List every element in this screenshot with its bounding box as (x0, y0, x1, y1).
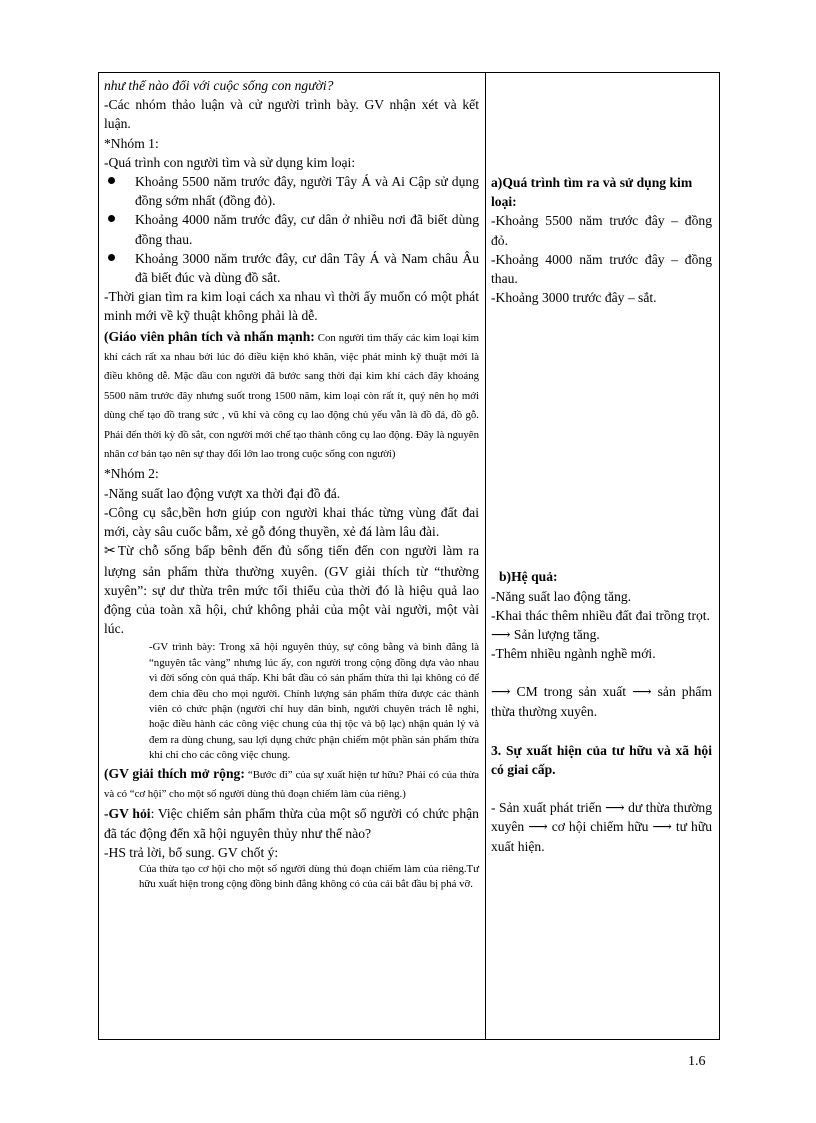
lesson-table (98, 72, 720, 1040)
section-a-item-3: -Khoảng 3000 trước đây – sắt. (491, 290, 657, 306)
content-column (486, 73, 719, 856)
section-3-title: 3. Sự xuất hiện của tư hữu và xã hội có giai cấp. (491, 742, 712, 778)
conclusion-text: Của thừa tạo cơ hội cho một số người dùng thủ đoạn chiếm làm của riêng.Tư hữu xuất hiện trong cộng đồng bình đẳng không có của cải bắt đầu bị phá vỡ. (139, 862, 479, 891)
question-continuation: như thế nào đối với cuộc sống con người? (104, 78, 334, 93)
bullet-icon (108, 177, 115, 184)
productivity-point: -Năng suất lao động vượt xa thời đại đồ đá. (104, 485, 341, 501)
teacher-question: -GV hỏi: Việc chiếm sản phẩm thừa của một số người có chức phận đã tác động đến xã hội nguyên thủy như thế nào? (104, 806, 479, 841)
section-a-item-1: -Khoảng 5500 năm trước đây – đồng đỏ. (491, 213, 712, 248)
student-answer: -HS trả lời, bổ sung. GV chốt ý: (104, 844, 279, 860)
section-3-item-1: - Sản xuất phát triển ⟶ dư thừa thường xuyên ⟶ cơ hội chiếm hữu ⟶ tư hữu xuất hiện. (491, 800, 712, 854)
group-1-heading: *Nhóm 1: (104, 135, 159, 151)
section-b-item-3: ⟶ Sản lượng tăng. (491, 627, 600, 643)
bullet-item-4000: Khoảng 4000 năm trước đây, cư dân ở nhiều nơi đã biết dùng đồng thau. (104, 210, 479, 248)
section-b-title: b)Hệ quả: (499, 569, 558, 585)
section-b-item-2: -Khai thác thêm nhiều đất đai trồng trọt. (491, 607, 710, 623)
time-gap-explanation: -Thời gian tìm ra kim loại cách xa nhau vì thời ấy muốn có một phát minh mới về kỹ thuật không phải là dễ. (104, 289, 479, 324)
scissors-icon: ✂ (104, 544, 116, 560)
section-a-item-2: -Khoảng 4000 năm trước đây – đồng thau. (491, 251, 712, 287)
bullet-icon (108, 254, 115, 261)
section-b-item-4: -Thêm nhiều ngành nghề mới. (491, 646, 656, 662)
group-2-heading: *Nhóm 2: (104, 466, 159, 482)
teacher-presentation: -GV trình bày: Trong xã hội nguyên thủy, sự công bằng và bình đẳng là “nguyên tắc vàng” nhưng lúc ấy, con người trong cộng đồng dựa vào nhau vì đời sống còn quá thấp. Khi bắt đầu có sản phẩm thừa thì lại không có để đem chia đều cho mọi người. Chính lượng sản phẩm thừa được các thành viên có chức phận (người chỉ huy dân binh, người chuyên trách lễ nghi, hoặc điều hành các công việc chung của thị tộc và bộ lạc) nhận quản lý và đem ra dùng chung, sau lợi dụng chức phận chiếm một phần sản phẩm thừa khi chi cho các công việc chung. (149, 641, 479, 762)
teacher-analysis: (Giáo viên phân tích và nhấn mạnh: Con người tìm thấy các kim loại kim khí cách rất xa nhau bởi lúc đó điều kiện khó khăn, việc phát minh kỹ thuật mới là điều không dễ. Mặc dầu con người đã bước sang thời đại kim khí cách đây khoảng 5500 năm trước đây nhưng suốt trong 1500 năm, kim loại còn rất ít, quý nên họ mới dùng chế tạo đồ trang sức , vũ khí và công cụ lao động chủ yếu vẫn là đồ đá, đồ gỗ. Phải đến thời kỳ đồ sắt, con người mới chế tạo thành công cụ lao động. Đây là nguyên nhân cơ bản tạo nên sự thay đổi lớn lao trong cuộc sống con người) (104, 328, 479, 461)
surplus-explanation: ✂ Từ chỗ sống bấp bênh đến đủ sống tiến đến con người làm ra lượng sản phẩm thừa thường xuyên. (GV giải thích từ “thường xuyên”: sự dư thừa trên mức tối thiểu của thời đó là hiệu quả lao động của toàn xã hội, chứ không phải của một vài người, một vài lúc. (104, 543, 479, 637)
tools-point: -Công cụ sắc,bền hơn giúp con người khai thác từng vùng đất đai mới, cày sâu cuốc bẫm, xẻ gỗ đóng thuyền, xẻ đá làm lâu đài. (104, 504, 479, 540)
section-b-item-5: ⟶ CM trong sản xuất ⟶ sản phẩm thừa thường xuyên. (491, 684, 712, 719)
bullet-item-5500: Khoảng 5500 năm trước đây, người Tây Á và Ai Cập sử dụng đồng sớm nhất (đồng đỏ). (104, 172, 479, 210)
section-a-title: a)Quá trình tìm ra và sử dụng kim loại: (491, 175, 693, 210)
teacher-extended-explanation: (GV giải thích mở rộng: “Bước đi” của sự xuất hiện tư hữu? Phải có của thừa và có “cơ hội” cho một số người dùng thủ đoạn chiếm làm của riêng.) (104, 765, 479, 800)
page-number: 1.6 (688, 1054, 706, 1069)
section-b-item-1: -Năng suất lao động tăng. (491, 588, 632, 604)
metal-process-intro: -Quá trình con người tìm và sử dụng kim loại: (104, 154, 356, 170)
discussion-instruction: -Các nhóm thảo luận và cử người trình bày. GV nhận xét và kết luận. (104, 97, 479, 132)
bullet-item-3000: Khoảng 3000 năm trước đây, cư dân Tây Á và Nam châu Âu đã biết đúc và dùng đồ sắt. (104, 249, 479, 287)
bullet-icon (108, 215, 115, 222)
activity-column (99, 73, 484, 893)
